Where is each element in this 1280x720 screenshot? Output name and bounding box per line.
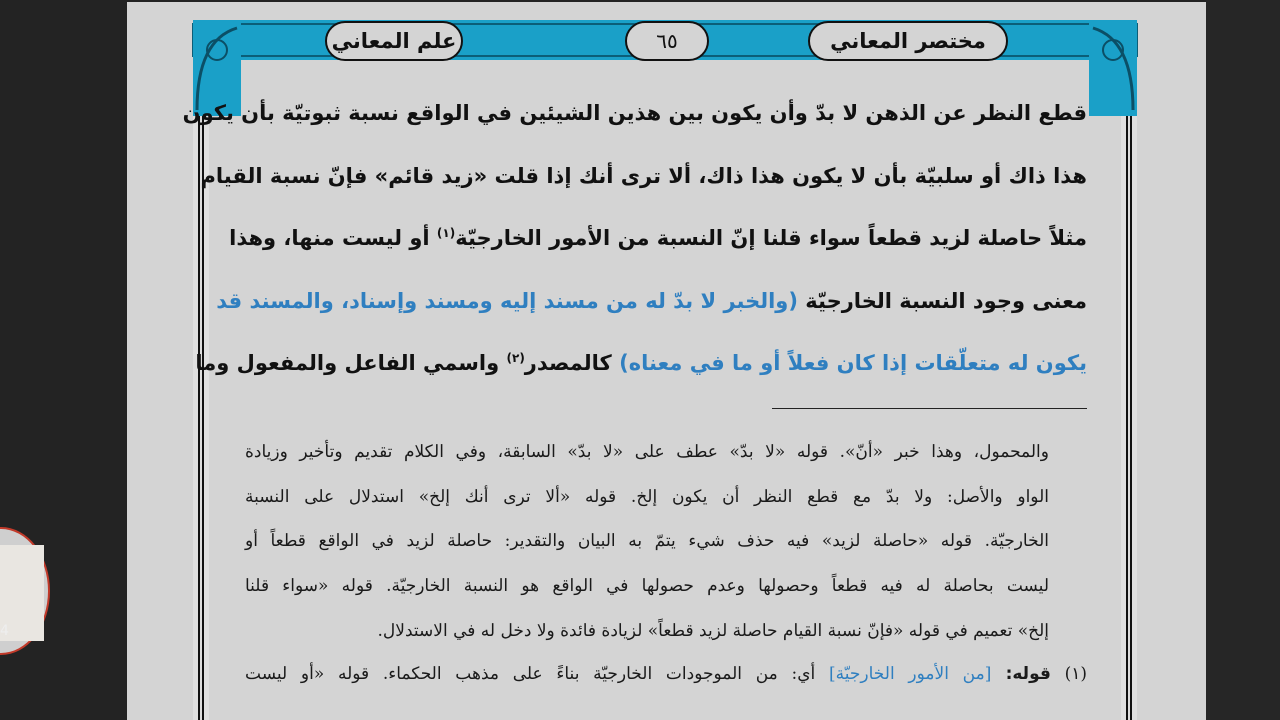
ornamental-frame-right — [1121, 60, 1137, 720]
footnote-line — [245, 652, 1087, 696]
main-text-line: قطع النظر عن الذهن لا بدّ وأن يكون بين هذين الشيئين في الواقع نسبة ثبوتيّة بأن يكون — [182, 101, 1087, 125]
main-text-line: هذا ذاك أو سلبيّة بأن لا يكون هذا ذاك، ألا ترى أنك إذا قلت «زيد قائم» فإنّ نسبة القيام — [200, 163, 1087, 188]
commentary-block — [245, 430, 1049, 653]
main-text-segment: مثلاً حاصلة لزيد قطعاً سواء قلنا إنّ النسبة من الأمور الخارجيّة — [455, 226, 1087, 250]
commentary-line: ليست بحاصلة له فيه قطعاً وحصولها وعدم حصولها في الواقع هو النسبة الخارجيّة. قوله «سواء قلنا — [245, 576, 1049, 597]
footnote-text: أي: من الموجودات الخارجيّة بناءً على مذهب الحكماء. قوله «أو ليست — [245, 664, 830, 684]
commentary-line: والمحمول، وهذا خبر «أنّ». قوله «لا بدّ» عطف على «لا بدّ» السابقة، وفي الكلام تقديم وتأخير وزيادة — [245, 442, 1049, 462]
main-text-segment: كالمصدر — [524, 351, 612, 375]
main-text-line — [229, 207, 1087, 270]
footnote-marker: (٢) — [506, 351, 525, 365]
document-page — [127, 2, 1206, 720]
page-number-label: ٦٥ — [625, 21, 709, 61]
overlay-counter: 4 — [0, 623, 9, 639]
quoted-matn-text: يكون له متعلّقات إذا كان فعلاً أو ما في معناه) — [611, 351, 1087, 375]
book-title-label: مختصر المعاني — [808, 21, 1008, 61]
commentary-line: إلخ» تعميم في قوله «فإنّ نسبة القيام حاصلة لزيد قطعاً» لزيادة فائدة ولا دخل له في الاستدلال. — [377, 620, 1049, 641]
main-text-block — [182, 82, 1087, 395]
commentary-line: الواو والأصل: ولا بدّ مع قطع النظر أن يكون إلخ. قوله «ألا ترى أنك إلخ» استدلال على النسبة — [245, 486, 1049, 507]
chapter-title-label: علم المعاني — [325, 21, 463, 61]
footnote-number: (١) — [1064, 664, 1088, 684]
viewer-background-right — [1206, 0, 1280, 720]
main-text-line — [216, 270, 1087, 333]
frame-corner-right-ornament — [1089, 20, 1137, 116]
footnote-label: قوله: — [991, 664, 1051, 684]
footnote-quoted-term: [من الأمور الخارجيّة] — [829, 664, 992, 684]
footnote-block — [245, 652, 1087, 696]
footnote-divider — [772, 408, 1087, 409]
quoted-matn-text: (والخبر لا بدّ له من مسند إليه ومسند وإسناد، والمسند قد — [216, 288, 798, 313]
footnote-marker: (١) — [436, 226, 456, 240]
main-text-segment: واسمي الفاعل والمفعول وما — [195, 351, 507, 375]
main-text-line — [195, 332, 1087, 395]
main-text-segment: معنى وجود النسبة الخارجيّة — [797, 288, 1087, 313]
commentary-line: الخارجيّة. قوله «حاصلة لزيد» فيه حذف شيء يتمّ به البيان والتقدير: حاصلة لزيد في الواقع قطعاً أو — [245, 531, 1049, 552]
main-text-segment: أو ليست منها، وهذا — [229, 226, 437, 250]
